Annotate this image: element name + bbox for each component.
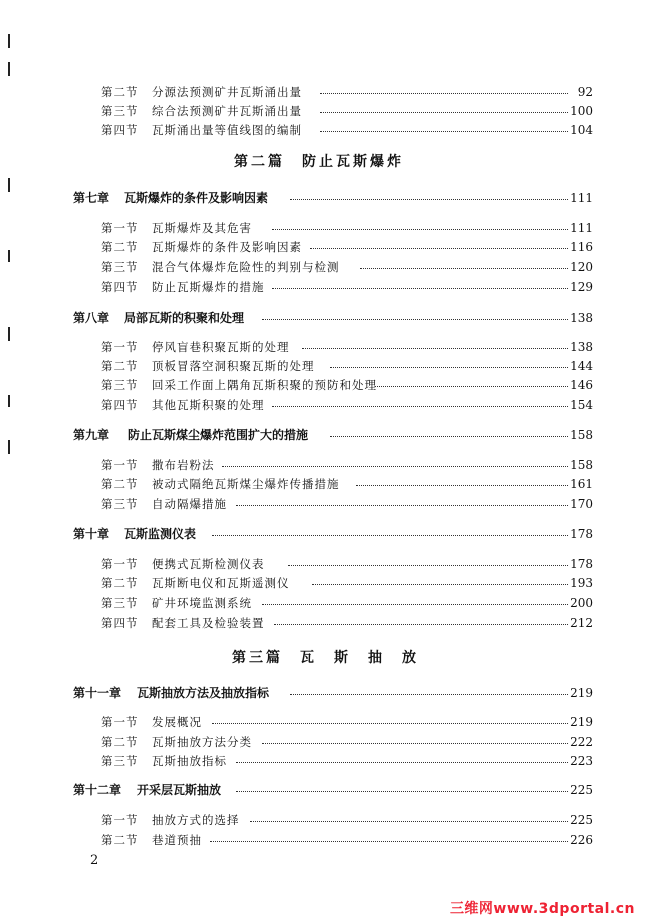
section-page-number: 129 (570, 280, 593, 294)
toc-section-row[interactable] (0, 280, 653, 296)
section-title: 便携式瓦斯检测仪表 (152, 557, 265, 571)
toc-section-row[interactable] (0, 221, 653, 237)
section-title: 瓦斯爆炸的条件及影响因素 (152, 240, 302, 254)
section-title: 防止瓦斯爆炸的措施 (152, 280, 265, 294)
dot-leader (212, 535, 568, 536)
chapter-number: 第八章 (73, 311, 110, 325)
watermark-logo: 三维网www.3dportal.cn (449, 901, 635, 917)
chapter-page-number: 111 (570, 191, 593, 205)
section-page-number: 138 (570, 340, 593, 354)
section-title: 巷道预抽 (152, 833, 202, 847)
section-page-number: 178 (570, 557, 593, 571)
section-title: 停风盲巷积聚瓦斯的处理 (152, 340, 290, 354)
section-title: 撒布岩粉法 (152, 458, 215, 472)
chapter-number: 第十一章 (73, 686, 122, 700)
dot-leader (320, 131, 568, 132)
section-title: 发展概况 (152, 715, 202, 729)
toc-section-row[interactable] (0, 340, 653, 356)
section-title: 抽放方式的选择 (152, 813, 240, 827)
section-page-number: 158 (570, 458, 593, 472)
section-number: 第三节 (101, 754, 139, 768)
dot-leader (272, 229, 568, 230)
section-page-number: 146 (570, 378, 593, 392)
section-title: 配套工具及检验装置 (152, 616, 265, 630)
section-number: 第二节 (101, 477, 139, 491)
dot-leader (290, 694, 568, 695)
section-page-number: 193 (570, 576, 593, 590)
binding-mark (8, 327, 10, 341)
toc-section-row[interactable] (0, 715, 653, 731)
section-page-number: 170 (570, 497, 593, 511)
section-number: 第一节 (101, 221, 139, 235)
chapter-number: 第七章 (73, 191, 110, 205)
toc-chapter-row[interactable] (0, 191, 653, 207)
section-page-number: 226 (570, 833, 593, 847)
section-title: 回采工作面上隅角瓦斯积聚的预防和处理 (152, 378, 377, 392)
toc-chapter-row[interactable] (0, 311, 653, 327)
chapter-title: 开采层瓦斯抽放 (137, 783, 222, 797)
section-number: 第一节 (101, 557, 139, 571)
toc-section-row[interactable] (0, 398, 653, 414)
section-number: 第一节 (101, 715, 139, 729)
dot-leader (262, 319, 568, 320)
toc-chapter-row[interactable] (0, 527, 653, 543)
section-number: 第二节 (101, 576, 139, 590)
toc-section-row[interactable] (0, 378, 653, 394)
page-number: 2 (90, 853, 99, 868)
toc-section-row[interactable] (0, 458, 653, 474)
section-number: 第三节 (101, 596, 139, 610)
chapter-title: 瓦斯爆炸的条件及影响因素 (124, 191, 269, 205)
section-title: 混合气体爆炸危险性的判别与检测 (152, 260, 340, 274)
dot-leader (210, 841, 568, 842)
dot-leader (356, 485, 568, 486)
section-page-number: 120 (570, 260, 593, 274)
dot-leader (360, 268, 568, 269)
toc-section-row[interactable] (0, 616, 653, 632)
dot-leader (375, 386, 568, 387)
toc-section-row[interactable] (0, 85, 653, 101)
section-title: 瓦斯抽放方法分类 (152, 735, 252, 749)
chapter-title: 瓦斯抽放方法及抽放指标 (137, 686, 270, 700)
section-page-number: 200 (570, 596, 593, 610)
dot-leader (312, 584, 568, 585)
section-number: 第四节 (101, 616, 139, 630)
toc-section-row[interactable] (0, 497, 653, 513)
section-page-number: 225 (570, 813, 593, 827)
section-page-number: 223 (570, 754, 593, 768)
section-title: 瓦斯抽放指标 (152, 754, 227, 768)
section-number: 第三节 (101, 497, 139, 511)
section-number: 第四节 (101, 123, 139, 137)
section-title: 被动式隔绝瓦斯煤尘爆炸传播措施 (152, 477, 340, 491)
toc-section-row[interactable] (0, 576, 653, 592)
binding-mark (8, 34, 10, 48)
section-number: 第二节 (101, 735, 139, 749)
section-page-number: 154 (570, 398, 593, 412)
chapter-page-number: 178 (570, 527, 593, 541)
section-page-number: 92 (577, 85, 593, 99)
section-title: 瓦斯爆炸及其危害 (152, 221, 252, 235)
section-title: 瓦斯涌出量等值线图的编制 (152, 123, 302, 137)
dot-leader (320, 93, 568, 94)
binding-mark (8, 178, 10, 192)
section-number: 第二节 (101, 359, 139, 373)
toc-section-row[interactable] (0, 477, 653, 493)
dot-leader (262, 604, 568, 605)
section-number: 第三节 (101, 104, 139, 118)
dot-leader (272, 406, 568, 407)
toc-section-row[interactable] (0, 735, 653, 751)
section-page-number: 104 (570, 123, 593, 137)
toc-section-row[interactable] (0, 813, 653, 829)
section-number: 第二节 (101, 833, 139, 847)
section-number: 第一节 (101, 458, 139, 472)
section-page-number: 212 (570, 616, 593, 630)
section-page-number: 219 (570, 715, 593, 729)
section-page-number: 222 (570, 735, 593, 749)
section-number: 第四节 (101, 280, 139, 294)
section-number: 第二节 (101, 240, 139, 254)
dot-leader (302, 348, 568, 349)
section-number: 第三节 (101, 260, 139, 274)
toc-section-row[interactable] (0, 557, 653, 573)
dot-leader (290, 199, 568, 200)
toc-chapter-row[interactable] (0, 783, 653, 799)
chapter-number: 第九章 (73, 428, 110, 442)
section-number: 第二节 (101, 85, 139, 99)
section-page-number: 111 (570, 221, 593, 235)
dot-leader (236, 762, 568, 763)
section-title: 综合法预测矿井瓦斯涌出量 (152, 104, 302, 118)
toc-section-row[interactable] (0, 104, 653, 120)
chapter-number: 第十章 (73, 527, 110, 541)
section-number: 第四节 (101, 398, 139, 412)
dot-leader (288, 565, 568, 566)
chapter-page-number: 138 (570, 311, 593, 325)
section-title: 自动隔爆措施 (152, 497, 227, 511)
section-title: 其他瓦斯积聚的处理 (152, 398, 265, 412)
chapter-page-number: 158 (570, 428, 593, 442)
section-number: 第一节 (101, 813, 139, 827)
chapter-number: 第十二章 (73, 783, 122, 797)
toc-section-row[interactable] (0, 260, 653, 276)
dot-leader (274, 624, 568, 625)
dot-leader (222, 466, 568, 467)
dot-leader (310, 248, 568, 249)
part-heading: 第三篇 瓦 斯 抽 放 (232, 650, 419, 666)
dot-leader (330, 367, 568, 368)
section-page-number: 144 (570, 359, 593, 373)
toc-section-row[interactable] (0, 754, 653, 770)
chapter-title: 局部瓦斯的积聚和处理 (124, 311, 245, 325)
section-title: 顶板冒落空洞积聚瓦斯的处理 (152, 359, 315, 373)
toc-chapter-row[interactable] (0, 686, 653, 702)
dot-leader (236, 791, 568, 792)
toc-section-row[interactable] (0, 240, 653, 256)
section-number: 第一节 (101, 340, 139, 354)
toc-section-row[interactable] (0, 359, 653, 375)
section-page-number: 161 (570, 477, 593, 491)
dot-leader (320, 112, 568, 113)
section-title: 分源法预测矿井瓦斯涌出量 (152, 85, 302, 99)
dot-leader (250, 821, 568, 822)
dot-leader (262, 743, 568, 744)
chapter-page-number: 219 (570, 686, 593, 700)
section-number: 第三节 (101, 378, 139, 392)
chapter-page-number: 225 (570, 783, 593, 797)
dot-leader (212, 723, 568, 724)
binding-mark (8, 62, 10, 76)
toc-section-row[interactable] (0, 833, 653, 849)
dot-leader (330, 436, 568, 437)
section-page-number: 100 (570, 104, 593, 118)
dot-leader (236, 505, 568, 506)
toc-section-row[interactable] (0, 123, 653, 139)
toc-chapter-row[interactable] (0, 428, 653, 444)
section-page-number: 116 (570, 240, 593, 254)
dot-leader (272, 288, 568, 289)
chapter-title: 防止瓦斯煤尘爆炸范围扩大的措施 (128, 428, 309, 442)
section-title: 矿井环境监测系统 (152, 596, 252, 610)
toc-section-row[interactable] (0, 596, 653, 612)
part-heading: 第二篇 防止瓦斯爆炸 (234, 154, 404, 170)
section-title: 瓦斯断电仪和瓦斯遥测仪 (152, 576, 290, 590)
chapter-title: 瓦斯监测仪表 (124, 527, 197, 541)
